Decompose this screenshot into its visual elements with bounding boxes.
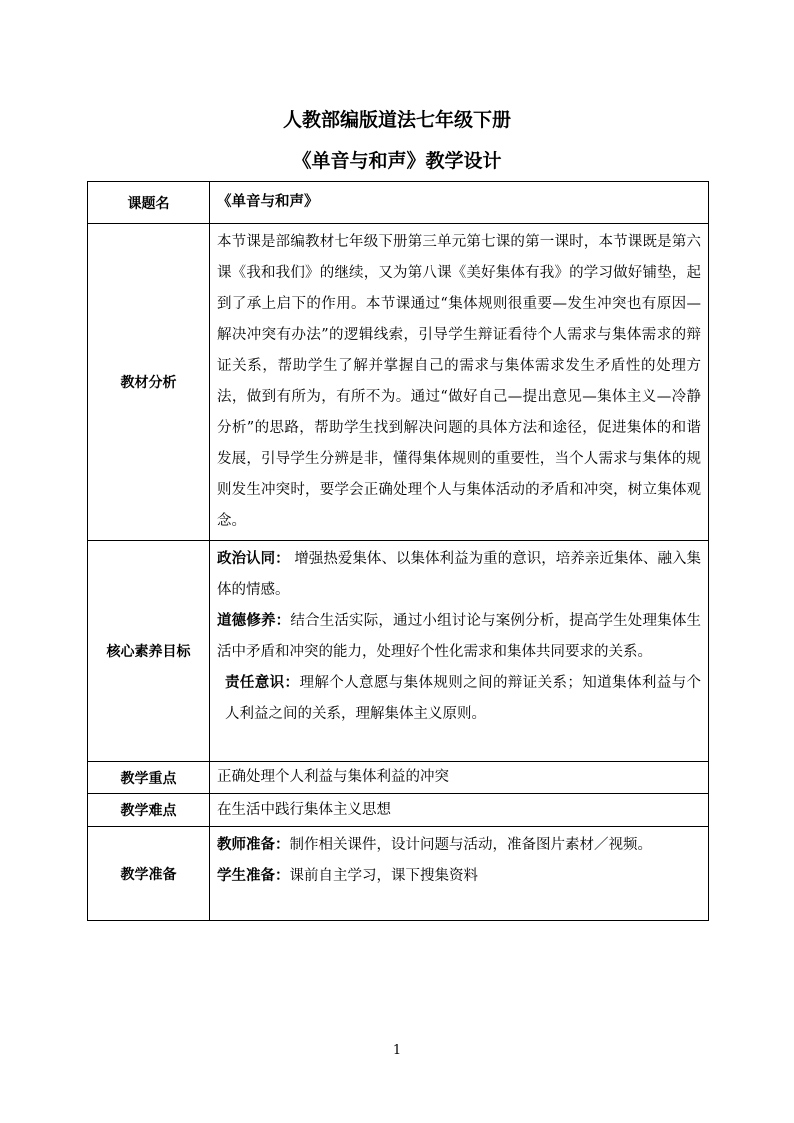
lesson-plan-table <box>87 181 709 921</box>
core-literacy-item <box>217 544 701 606</box>
preparation-heading: 教师准备： <box>217 837 290 853</box>
core-literacy-text: 理解个人意愿与集体规则之间的辩证关系；知道集体利益与个人利益之间的关系，理解集体主义原则。 <box>225 675 701 722</box>
preparation-item <box>217 830 701 861</box>
difficulties-label: 教学难点 <box>88 794 210 827</box>
core-literacy-text: 结合生活实际，通过小组讨论与案例分析，提高学生处理集体生活中矛盾和冲突的能力，处理好个性化需求和集体共同要求的关系。 <box>217 613 701 660</box>
document-title-line-1: 人教部编版道法七年级下册 <box>282 109 511 131</box>
preparation-heading: 学生准备： <box>217 868 290 884</box>
material-analysis-text: 本节课是部编教材七年级下册第三单元第七课的第一课时，本节课既是第六课《我和我们》的继续，又为第八课《美好集体有我》的学习做好铺垫，起到了承上启下的作用。本节课通过“集体规则很重要—发生冲突也有原因—解决冲突有办法”的逻辑线索，引导学生辩证看待个人需求与集体需求的辩证关系，帮助学生了解并掌握自己的需求与集体需求发生矛盾性的处理方法，做到有所为，有所不为。通过“做好自己—提出意见—集体主义—冷静分析”的思路，帮助学生找到解决问题的具体方法和途径，促进集体的和谐发展，引导学生分辨是非，懂得集体规则的重要性，当个人需求与集体的规则发生冲突时，要学会正确处理个人与集体活动的矛盾和冲突，树立集体观念。 <box>217 234 701 529</box>
core-literacy-heading: 道德修养： <box>217 613 291 629</box>
topic-value-text: 《单音与和声》 <box>217 194 319 210</box>
table-row-preparation <box>88 827 709 921</box>
core-literacy-label: 核心素养目标 <box>88 541 210 762</box>
document-title-line-2: 《单音与和声》教学设计 <box>292 150 502 172</box>
topic-value <box>210 182 709 224</box>
table-row-key-points <box>88 762 709 794</box>
core-literacy-cell <box>210 541 709 762</box>
key-points-value: 正确处理个人利益与集体利益的冲突 <box>210 762 709 794</box>
core-literacy-heading: 政治认同： <box>217 551 290 567</box>
core-literacy-item <box>217 668 701 730</box>
table-row-material-analysis <box>88 224 709 541</box>
preparation-cell <box>210 827 709 921</box>
material-analysis-cell <box>210 224 709 541</box>
key-points-label: 教学重点 <box>88 762 210 794</box>
topic-label: 课题名 <box>88 182 210 224</box>
preparation-text: 课前自主学习，课下搜集资料 <box>289 868 478 884</box>
table-row-difficulties <box>88 794 709 827</box>
core-literacy-item <box>217 606 701 668</box>
core-literacy-text: 增强热爱集体、以集体利益为重的意识，培养亲近集体、融入集体的情感。 <box>217 551 702 598</box>
preparation-item <box>217 861 701 892</box>
difficulties-value: 在生活中践行集体主义思想 <box>210 794 709 827</box>
table-row-topic <box>88 182 709 224</box>
table-row-core-literacy <box>88 541 709 762</box>
core-literacy-heading: 责任意识： <box>225 675 300 691</box>
page-number: 1 <box>392 1043 402 1058</box>
preparation-text: 制作相关课件，设计问题与活动，准备图片素材／视频。 <box>289 837 652 853</box>
material-analysis-label: 教材分析 <box>88 224 210 541</box>
preparation-label: 教学准备 <box>88 827 210 921</box>
